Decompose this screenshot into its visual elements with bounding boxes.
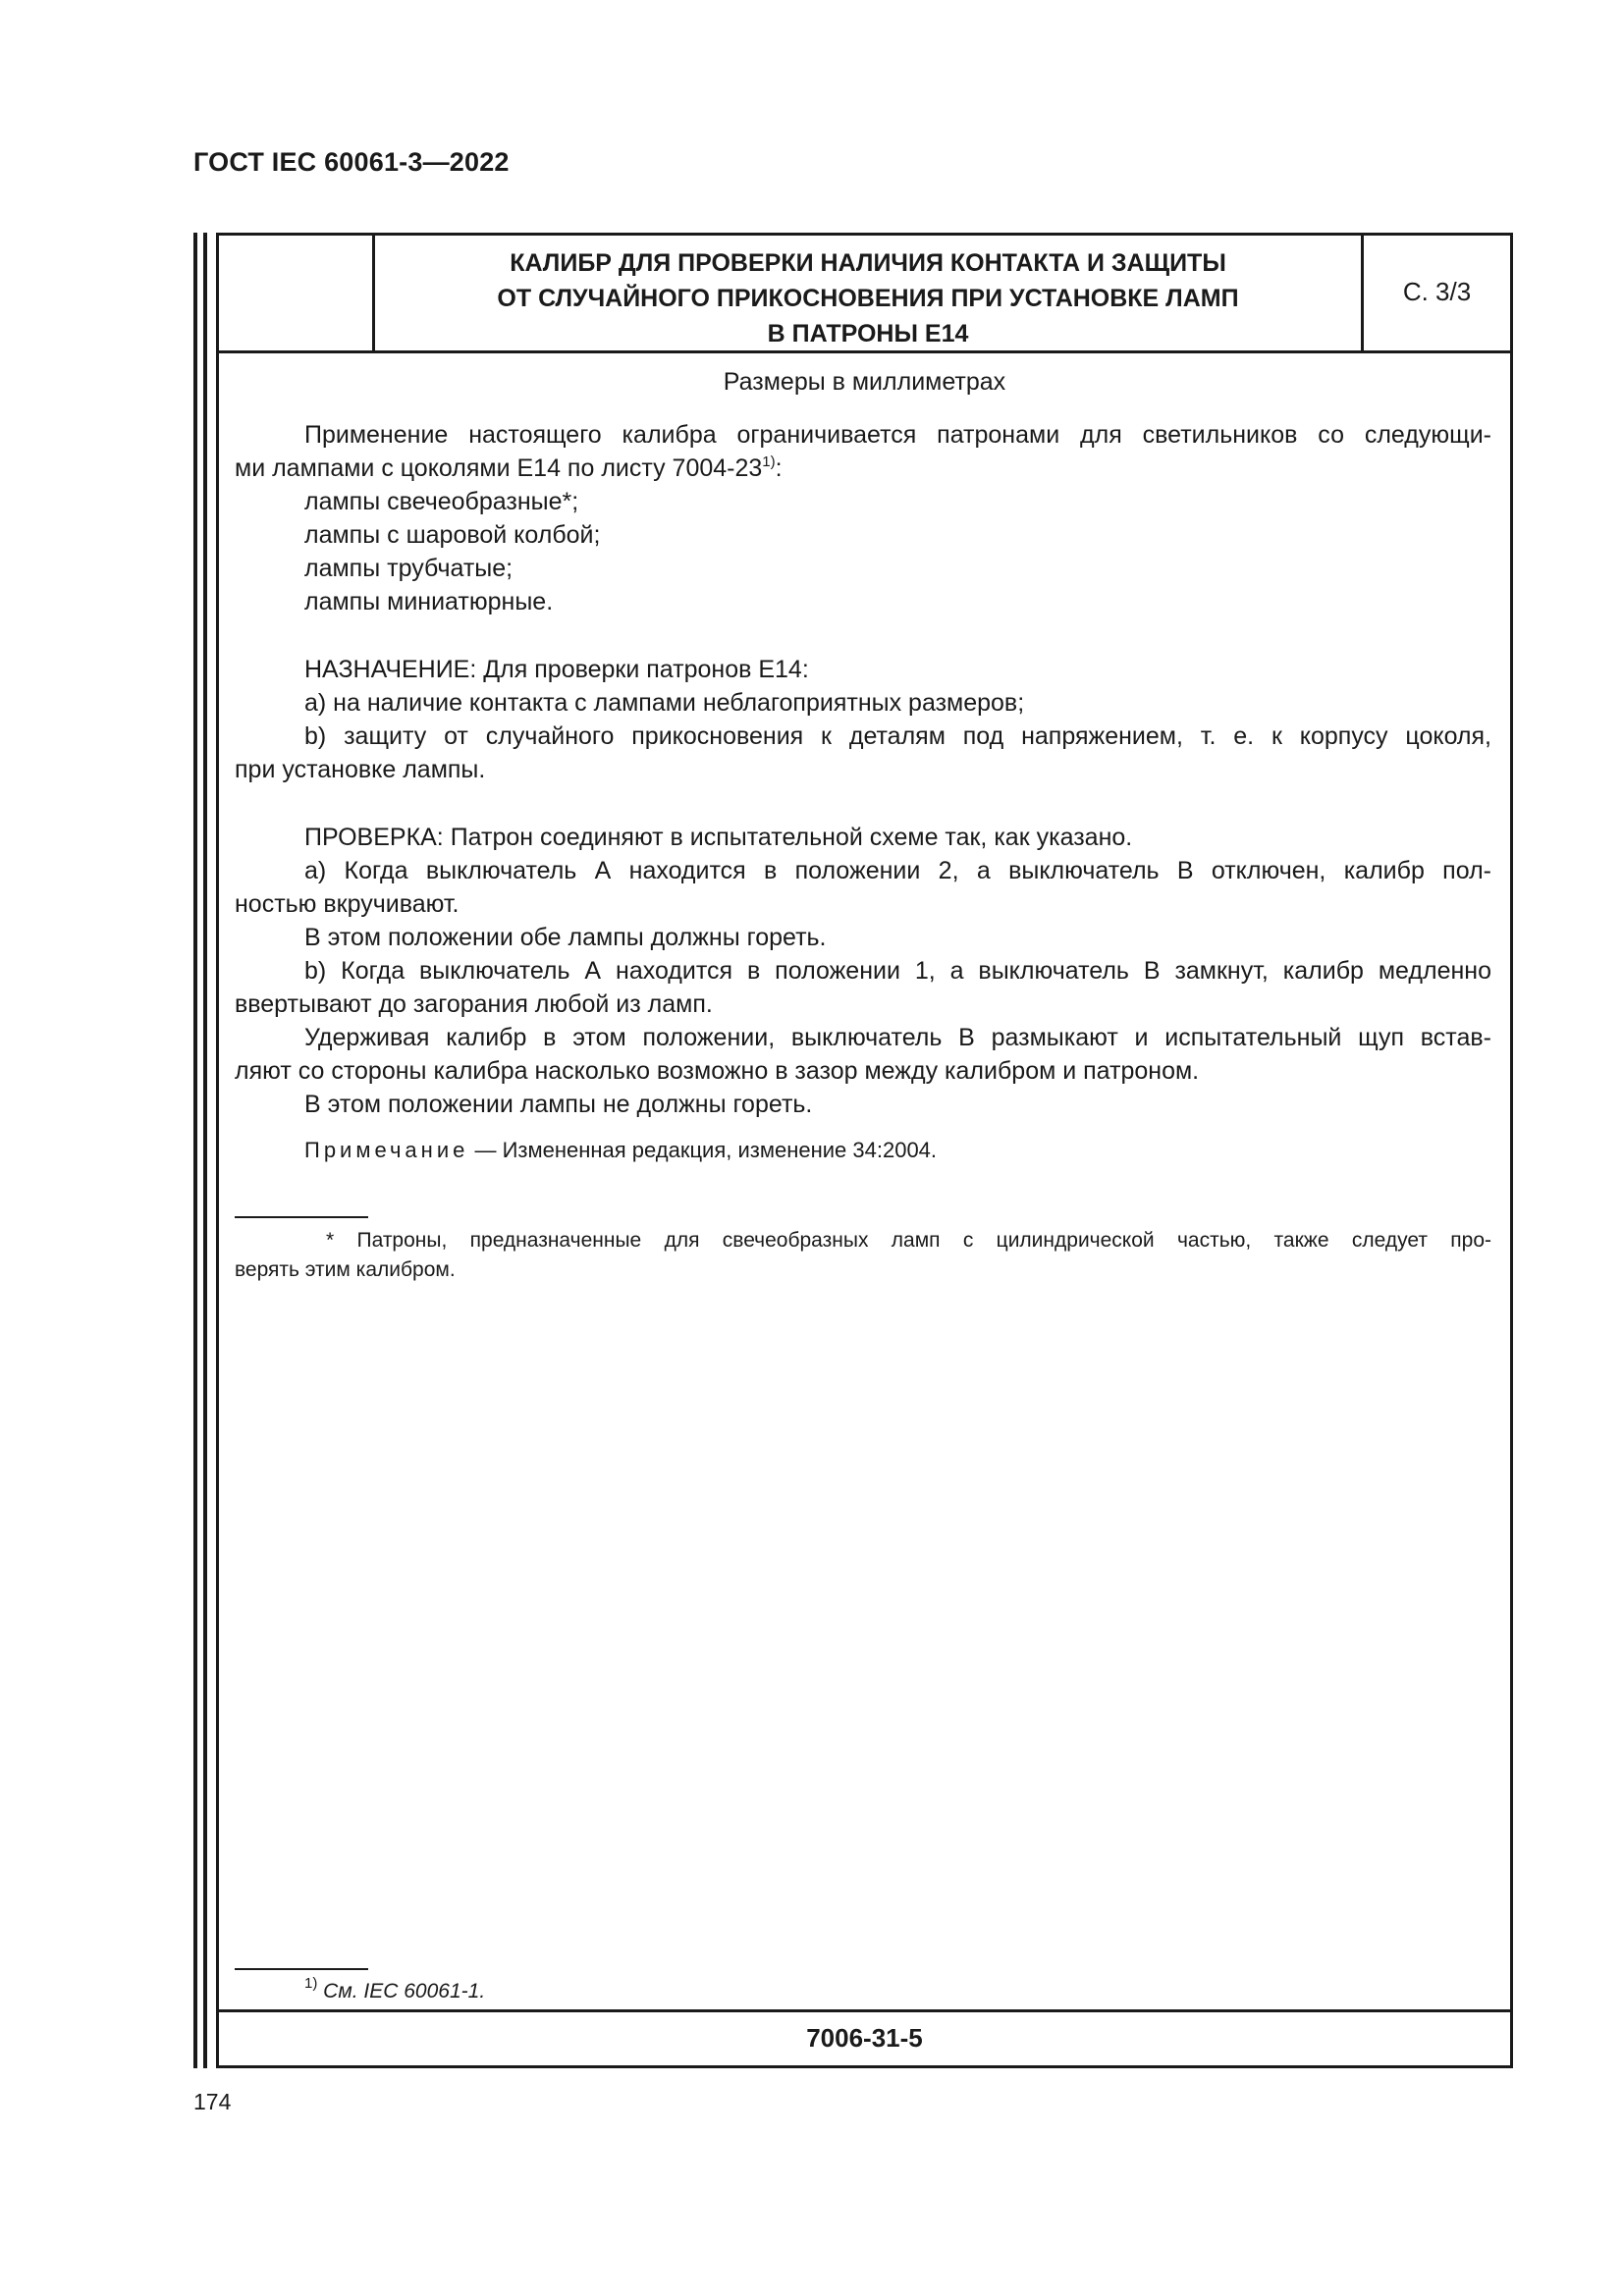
note-text: — Измененная редакция, изменение 34:2004. [468,1138,938,1162]
lamp-type-item: лампы свечеобразные*; [304,488,579,515]
check-a-line-1: а) Когда выключатель А находится в положении 2, а выключатель В отключен, калибр пол- [304,857,1491,884]
purpose-heading: НАЗНАЧЕНИЕ: Для проверки патронов Е14: [304,656,809,683]
header-blank-cell [219,236,375,350]
sheet-header [219,236,1510,353]
check-a-line-2: ностью вкручивают. [235,890,460,918]
lamp-type-item: лампы трубчатые; [304,555,514,582]
purpose-item-a: а) на наличие контакта с лампами неблагоприятных размеров; [304,689,1025,717]
footnote-star-line-1: * Патроны, предназначенные для свечеобразных ламп с цилиндрической частью, также следует про- [326,1229,1491,1252]
sheet-page-label: С. 3/3 [1402,277,1472,306]
margin-bar-outer [193,233,197,2068]
header-page-cell [1361,236,1510,350]
note [304,1136,937,1165]
sheet-footer [219,2009,1510,2065]
check-b-line-5: В этом положении лампы не должны гореть. [304,1091,813,1118]
purpose-item-b-line-1: b) защиту от случайного прикосновения к деталям под напряжением, т. е. к корпусу цоколя, [304,722,1491,750]
check-b-line-3: Удерживая калибр в этом положении, выключатель В размыкают и испытательный щуп встав- [304,1024,1491,1051]
footnote-star-line-2: верять этим калибром. [235,1258,456,1281]
sheet-frame [216,233,1513,2068]
sheet-code: 7006-31-5 [806,2023,923,2053]
application-line-1: Применение настоящего калибра ограничивается патронами для светильников со следующи- [304,421,1491,449]
footnote-1 [304,1977,485,2006]
page-number: 174 [193,2089,232,2114]
margin-bar-inner [203,233,207,2068]
purpose-item-b-line-2: при установке лампы. [235,756,486,783]
application-line-2 [235,452,783,485]
check-b-line-4: ляют со стороны калибра насколько возможно в зазор между калибром и патроном. [235,1057,1200,1085]
footnote-ref-1: 1) [762,454,776,470]
sheet-title-line-3: В ПАТРОНЫ Е14 [767,320,969,347]
sheet-title [375,245,1361,351]
sheet-title-line-2: ОТ СЛУЧАЙНОГО ПРИКОСНОВЕНИЯ ПРИ УСТАНОВКЕ ЛАМП [497,285,1239,312]
sheet-title-line-1: КАЛИБР ДЛЯ ПРОВЕРКИ НАЛИЧИЯ КОНТАКТА И ЗАЩИТЫ [510,249,1226,277]
application-line-2-text: ми лампами с цоколями Е14 по листу 7004-23 [235,454,763,482]
document-id: ГОСТ IEC 60061-3—2022 [193,147,510,177]
check-b-line-1: b) Когда выключатель А находится в положении 1, а выключатель В замкнут, калибр медленно [304,957,1491,985]
check-a-line-3: В этом положении обе лампы должны гореть. [304,924,827,951]
footnote-rule-2 [235,1968,368,1970]
check-heading: ПРОВЕРКА: Патрон соединяют в испытательной схеме так, как указано. [304,824,1133,851]
check-b-line-2: ввертывают до загорания любой из ламп. [235,990,713,1018]
note-label: Примечание [304,1138,469,1162]
application-line-2-end: : [775,454,783,482]
footnote-1-text: См. IEC 60061-1. [317,1980,486,2002]
dimensions-note: Размеры в миллиметрах [723,368,1006,396]
footnote-1-mark: 1) [304,1975,318,1992]
lamp-type-item: лампы миниатюрные. [304,588,554,615]
footnote-rule-1 [235,1216,368,1218]
lamp-type-item: лампы с шаровой колбой; [304,521,601,549]
